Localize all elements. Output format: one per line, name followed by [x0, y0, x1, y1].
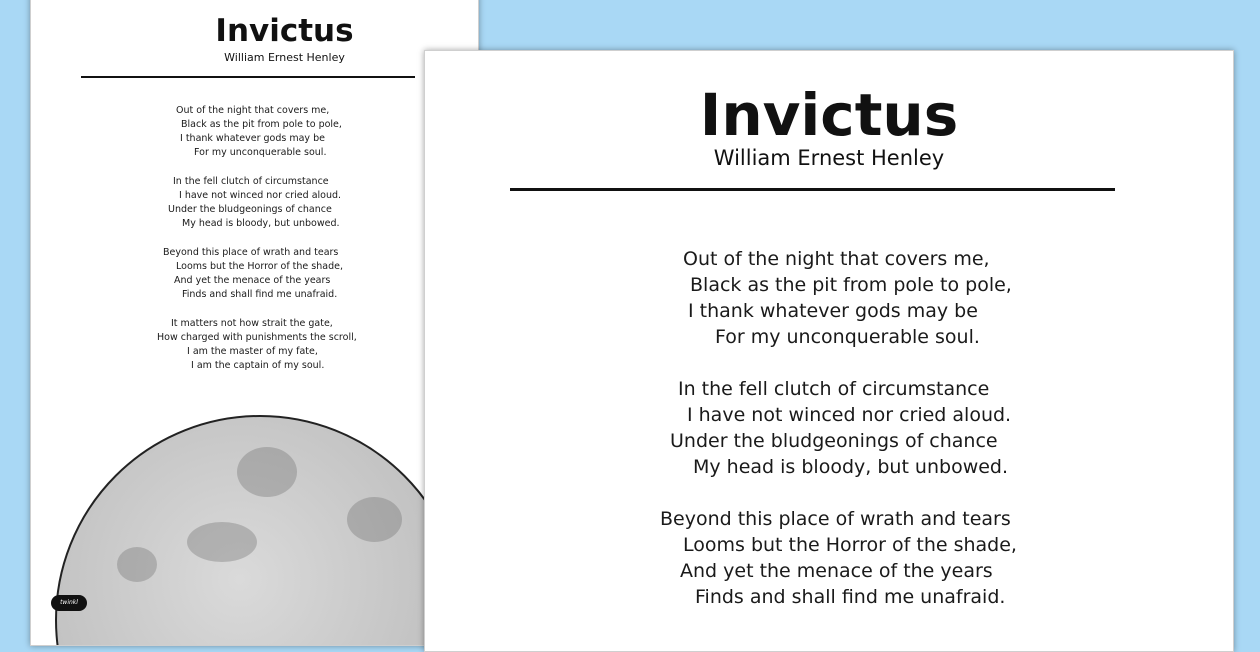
poem-line: Out of the night that covers me,: [176, 105, 330, 116]
poem-line: Finds and shall find me unafraid.: [695, 586, 1006, 608]
moon-crater: [347, 497, 402, 542]
poem-line: Finds and shall find me unafraid.: [182, 289, 338, 300]
front-worksheet-page: [424, 50, 1234, 652]
front-page-author: William Ernest Henley: [713, 146, 945, 170]
poem-line: Under the bludgeonings of chance: [670, 430, 998, 452]
poem-line: Looms but the Horror of the shade,: [176, 261, 343, 272]
poem-line: Black as the pit from pole to pole,: [690, 274, 1012, 296]
poem-line: How charged with punishments the scroll,: [157, 332, 357, 343]
back-page-title: Invictus: [215, 13, 354, 49]
poem-line: My head is bloody, but unbowed.: [182, 218, 340, 229]
front-page-poem: [425, 51, 1233, 651]
poem-line: My head is bloody, but unbowed.: [693, 456, 1009, 478]
poem-line: For my unconquerable soul.: [715, 326, 980, 348]
moon-crater: [187, 522, 257, 562]
poem-line: In the fell clutch of circumstance: [678, 378, 990, 400]
poem-line: Looms but the Horror of the shade,: [683, 534, 1017, 556]
poem-line: I have not winced nor cried aloud.: [179, 190, 342, 201]
back-page-author: William Ernest Henley: [224, 51, 345, 64]
poem-line: I am the master of my fate,: [187, 346, 318, 357]
twinkl-logo: twinkl: [51, 595, 87, 611]
poem-line: And yet the menace of the years: [680, 560, 993, 582]
poem-line: I thank whatever gods may be: [688, 300, 978, 322]
poem-line: Under the bludgeonings of chance: [168, 204, 332, 215]
poem-line: And yet the menace of the years: [174, 275, 331, 286]
poem-line: Black as the pit from pole to pole,: [181, 119, 342, 130]
poem-line: I have not winced nor cried aloud.: [687, 404, 1012, 426]
back-worksheet-page: [30, 0, 479, 646]
poem-line: It matters not how strait the gate,: [171, 318, 333, 329]
poem-line: For my unconquerable soul.: [194, 147, 327, 158]
poem-line: Beyond this place of wrath and tears: [163, 247, 339, 258]
poem-line: I am the captain of my soul.: [191, 360, 325, 371]
poem-line: In the fell clutch of circumstance: [173, 176, 329, 187]
moon-crater: [237, 447, 297, 497]
moon-crater: [117, 547, 157, 582]
front-page-title: Invictus: [699, 81, 959, 149]
poem-line: Out of the night that covers me,: [683, 248, 990, 270]
poem-line: Beyond this place of wrath and tears: [660, 508, 1011, 530]
poem-line: I thank whatever gods may be: [180, 133, 325, 144]
